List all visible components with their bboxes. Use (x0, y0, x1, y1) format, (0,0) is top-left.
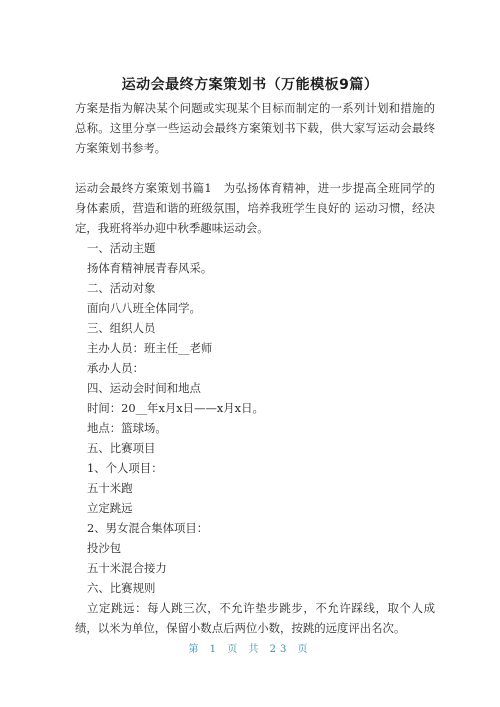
body-line: 投沙包 (87, 541, 122, 555)
section-heading-rules: 六、比赛规则 (87, 581, 156, 595)
body-line: 1、个人项目： (87, 461, 163, 475)
body-line: 地点：篮球场。 (87, 421, 167, 435)
body-line: 五十米跑 (87, 481, 133, 495)
section-heading-organizers: 三、组织人员 (87, 321, 156, 335)
body-line: 五十米混合接力 (87, 561, 167, 575)
body-line: 承办人员： (87, 361, 144, 375)
body-line: 时间：20__年x月x日——x月x日。 (87, 401, 264, 415)
section-heading-time-place: 四、运动会时间和地点 (87, 381, 201, 395)
body-line: 扬体育精神展青春风采。 (87, 261, 213, 275)
section-heading-theme: 一、活动主题 (87, 241, 156, 255)
lead-paragraph: 运动会最终方案策划书篇1 为弘扬体育精神，进一步提高全班同学的身体素质，营造和谐的班级氛围，培养我班学生良好的 运动习惯，经决定，我班将举办迎中秋季趣味运动会。 (75, 181, 435, 235)
document-title: 运动会最终方案策划书（万能模板9篇） (121, 77, 379, 93)
intro-paragraph: 方案是指为解决某个问题或实现某个目标而制定的一系列计划和措施的总称。这里分享一些运动会最终方案策划书下载，供大家写运动会最终方案策划书参考。 (75, 101, 435, 155)
body-line: 2、男女混合集体项目： (87, 521, 209, 535)
body-line: 面向八八班全体同学。 (87, 301, 201, 315)
rules-paragraph: 立定跳远：每人跳三次，不允许垫步跳步，不允许踩线，取个人成绩，以米为单位，保留小数点后两位小数，按跳的远度评出名次。 (75, 601, 435, 635)
section-heading-audience: 二、活动对象 (87, 281, 156, 295)
body-line: 立定跳远 (87, 501, 133, 515)
body-line: 主办人员：班主任__老师 (87, 341, 213, 355)
page-number: 第 1 页 共 23 页 (188, 644, 312, 655)
section-heading-events: 五、比赛项目 (87, 441, 156, 455)
